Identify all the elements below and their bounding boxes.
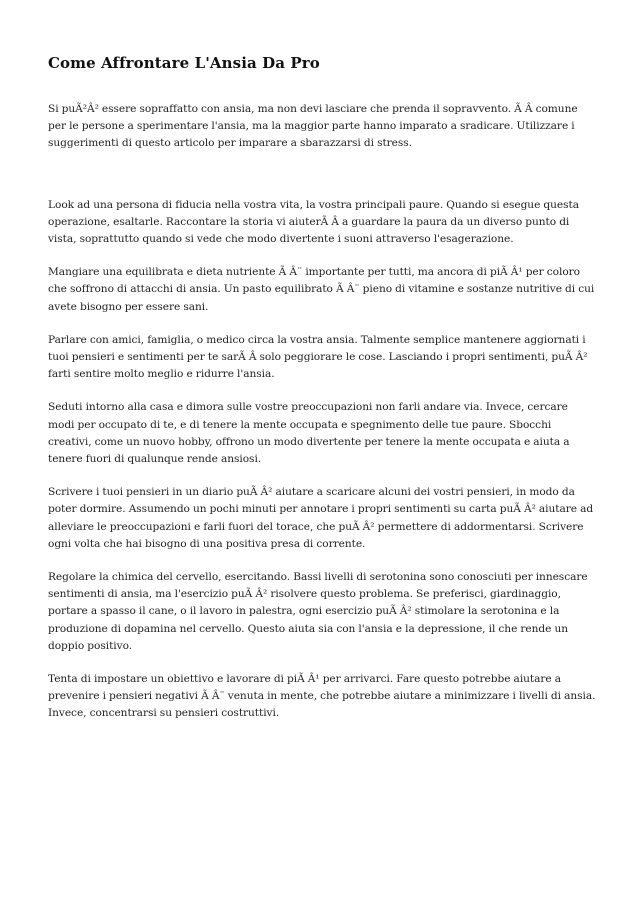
paragraph: Regolare la chimica del cervello, esercitando. Bassi livelli di serotonina sono conosciuti per innescare sentimenti di ansia, ma l'esercizio puÃ Â² risolvere questo problema. Se preferisci, giardinaggio, portare a spasso il cane, o il lavoro in palestra, ogni esercizio puÃ Â² stimolare la serotonina e la produzione di dopamina nel cervello. Questo aiuta sia con l'ansia e la depressione, il che rende un doppio positivo. — [48, 571, 588, 652]
paragraph: Seduti intorno alla casa e dimora sulle vostre preoccupazioni non farli andare via. Invece, cercare modi per occupato di te, e di tenere la mente occupata e spegnimento delle tue paure. Sbocchi creativi, come un nuovo hobby, offrono un modo divertente per tenere la mente occupata e aiuta a tenere fuori di qualunque rende ansiosi. — [48, 401, 570, 466]
paragraph: Mangiare una equilibrata e dieta nutriente Ã Â¨ importante per tutti, ma ancora di piÃ Â¹ per coloro che soffrono di attacchi di ansia. Un pasto equilibrato Ã Â¨ pieno di vitamine e sostanze nutritive di cui avete bisogno per essere sani. — [48, 266, 595, 313]
paragraph: Look ad una persona di fiducia nella vostra vita, la vostra principali paure. Quando si esegue questa operazione, esaltarle. Raccontare la storia vi aiuterÃ Â a guardare la paura da un diverso punto di vista, soprattutto quando si vede che modo divertente i suoni attraverso l'esagerazione. — [48, 198, 579, 246]
paragraph: Tenta di impostare un obiettivo e lavorare di piÃ Â¹ per arrivarci. Fare questo potrebbe aiutare a prevenire i pensieri negativi Ã Â¨ venuta in mente, che potrebbe aiutare a minimizzare i livelli di ansia. Invece, concentrarsi su pensieri costruttivi. — [48, 673, 596, 720]
document-page — [48, 53, 596, 739]
paragraph: Parlare con amici, famiglia, o medico circa la vostra ansia. Talmente semplice mantenere aggiornati i tuoi pensieri e sentimenti per te sarÃ Â solo peggiorare le cose. Lasciando i propri sentimenti, puÃ Â² farti sentire molto meglio e ridurre l'ansia. — [48, 333, 588, 381]
paragraph-intro: Si puÃ²Â² essere sopraffatto con ansia, ma non devi lasciare che prenda il sopravvento. Ã Â comune per le persone a sperimentare l'ansia, ma la maggior parte hanno imparato a sradicare. Utilizzare i suggerimenti di questo articolo per imparare a sbarazzarsi di stress. — [48, 103, 578, 150]
paragraph: Scrivere i tuoi pensieri in un diario puÃ Â² aiutare a scaricare alcuni dei vostri pensieri, in modo da poter dormire. Assumendo un pochi minuti per annotare i propri sentimenti su carta puÃ Â² aiutare ad alleviare le preoccupazioni e farli fuori del torace, che puÃ Â² permettere di addormentarsi. Scrivere ogni volta che hai bisogno di una positiva presa di corrente. — [48, 486, 594, 550]
page-title: Come Affrontare L'Ansia Da Pro — [48, 54, 320, 72]
